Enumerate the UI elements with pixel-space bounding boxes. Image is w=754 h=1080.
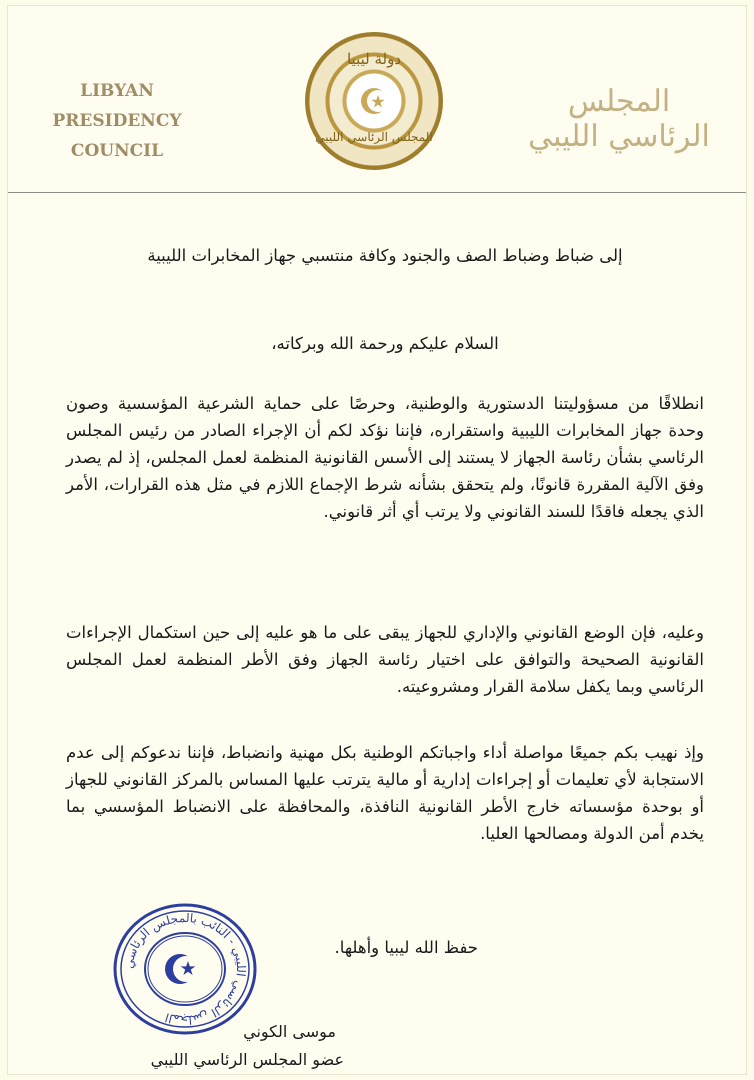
english-council-title [22,76,212,166]
letter-sheet [8,6,746,1074]
seal-top-text: دولة ليبيا [346,50,402,68]
letter-paragraph-2: وعليه، فإن الوضع القانوني والإداري للجهاز يبقى على ما هو عليه إلى حين استكمال الإجراءات القانونية الصحيحة والتوافق على اختيار رئاسة الجهاز وفق الأطر المنظمة لعمل المجلس الرئاسي وبما يكفل سلامة القرار ومشروعيته. [66,623,704,696]
letter-addressee: إلى ضباط وضباط الصف والجنود وكافة منتسبي جهاز المخابرات الليبية [147,246,623,265]
letterhead [8,6,746,193]
letter-greeting: السلام عليكم ورحمة الله وبركاته، [271,334,499,353]
official-stamp [112,902,258,1036]
stamp-ring-text: المجلس الرئاسي الليبي - النائب بالمجلس الرئاسي [121,910,249,1028]
arabic-council-title: المجلس الرئاسي الليبي [528,84,710,154]
letter-paragraph-1: انطلاقًا من مسؤوليتنا الدستورية والوطنية، وحرصًا على حماية الشرعية المؤسسية وصون وحدة جهاز المخابرات الليبية واستقراره، فإننا نؤكد لكم أن الإجراء الصادر من رئيس المجلس الرئاسي بشأن رئاسة الجهاز لا يستند إلى الأسس القانونية المنظمة لعمل المجلس، إذ لم يصدر وفق الآلية المقررة قانونًا، ولم يتحقق بشأنه شرط الإجماع اللازم في مثل هذه القرارات، الأمر الذي يجعله فاقدًا للسند القانوني ولا يرتب أي أثر قانوني. [66,394,704,521]
presidential-council-seal [305,32,443,170]
english-title-line1: LIBYAN PRESIDEN [52,81,156,131]
english-title-line2: COUNCIL [70,141,164,161]
signatory-name: موسى الكوني [243,1022,336,1041]
seal-bottom-text: المجلس الرئاسي الليبي [315,130,433,144]
letter-closing: حفظ الله ليبيا وأهلها. [334,938,478,957]
english-title-line1-suffix: CY [155,111,182,131]
crescent-star-icon [357,84,391,118]
signatory-title: عضو المجلس الرئاسي الليبي [150,1050,344,1069]
letter-paragraph-3: وإذ نهيب بكم جميعًا مواصلة أداء واجباتكم الوطنية بكل مهنية وانضباط، فإننا ندعوكم إلى عدم الاستجابة لأي تعليمات أو إجراءات إدارية أو مالية يترتب عليها المساس بالمركز القانوني للجهاز أو بوحدة مؤسساته خارج الأطر القانونية النافذة، والمحافظة على الانضباط المؤسسي بما يخدم أمن الدولة ومصالحها العليا. [66,743,704,843]
